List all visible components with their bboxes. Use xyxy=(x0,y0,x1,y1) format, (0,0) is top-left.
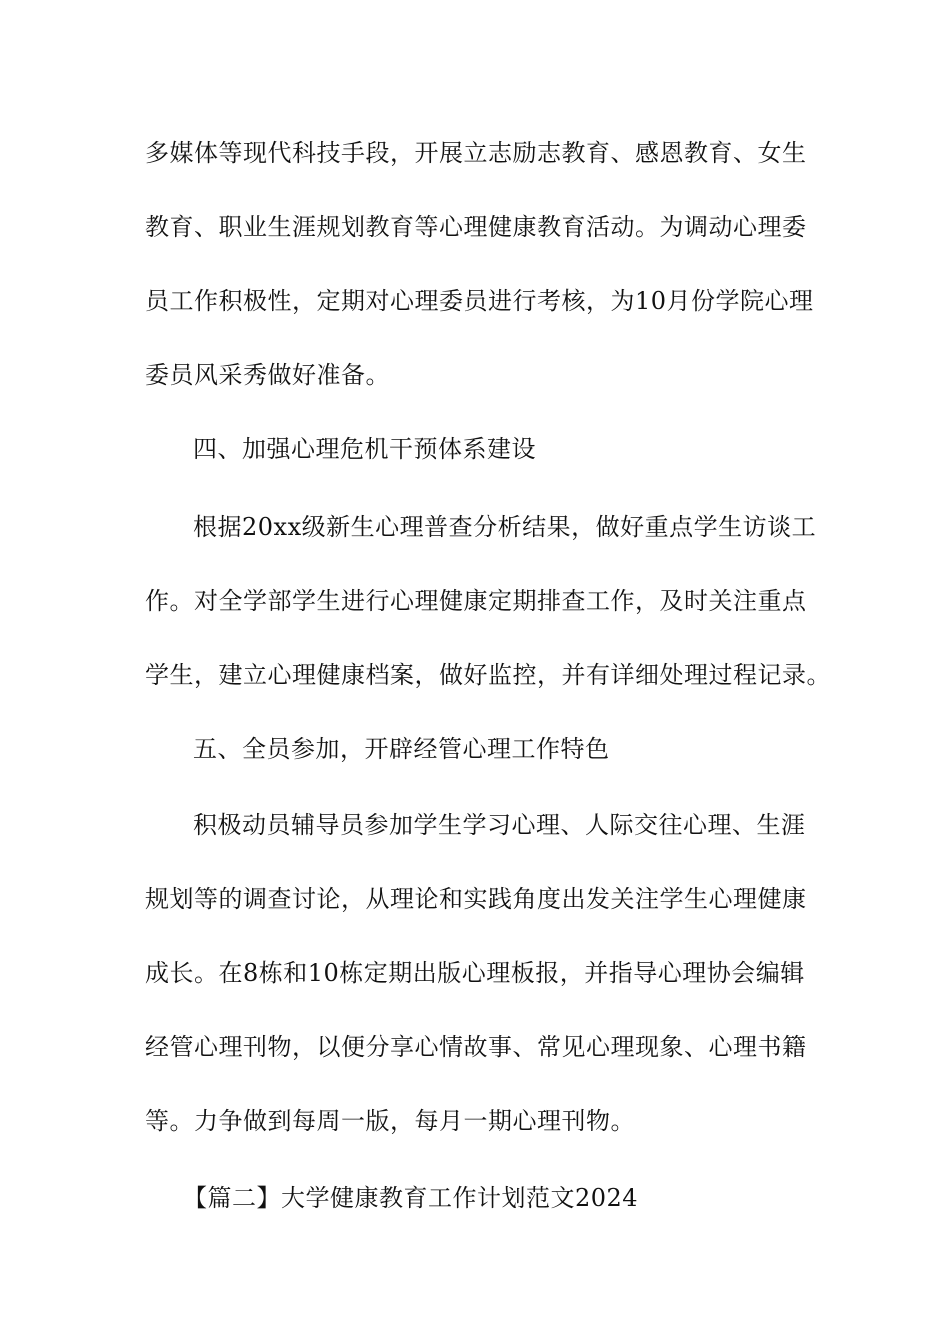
paragraph-line: 积极动员辅导员参加学生学习心理、人际交往心理、生涯 xyxy=(193,811,806,839)
article-title: 【篇二】大学健康教育工作计划范文2024 xyxy=(183,1184,639,1212)
paragraph-line: 多媒体等现代科技手段，开展立志励志教育、感恩教育、女生 xyxy=(145,139,807,167)
section-heading: 五、全员参加，开辟经管心理工作特色 xyxy=(193,735,610,763)
paragraph-line: 等。力争做到每周一版，每月一期心理刊物。 xyxy=(145,1107,635,1135)
paragraph-line: 委员风采秀做好准备。 xyxy=(145,361,390,389)
paragraph-line: 员工作积极性，定期对心理委员进行考核，为10月份学院心理 xyxy=(145,287,814,315)
paragraph-line: 规划等的调查讨论，从理论和实践角度出发关注学生心理健康 xyxy=(145,885,807,913)
paragraph-line: 经管心理刊物，以便分享心情故事、常见心理现象、心理书籍 xyxy=(145,1033,807,1061)
paragraph-line: 根据20xx级新生心理普查分析结果，做好重点学生访谈工 xyxy=(193,513,817,541)
paragraph-line: 成长。在8栋和10栋定期出版心理板报，并指导心理协会编辑 xyxy=(145,959,805,987)
paragraph-line: 作。对全学部学生进行心理健康定期排查工作，及时关注重点 xyxy=(145,587,807,615)
paragraph-line: 学生，建立心理健康档案，做好监控，并有详细处理过程记录。 xyxy=(145,661,831,689)
paragraph-line: 教育、职业生涯规划教育等心理健康教育活动。为调动心理委 xyxy=(145,213,807,241)
section-heading: 四、加强心理危机干预体系建设 xyxy=(193,435,536,463)
